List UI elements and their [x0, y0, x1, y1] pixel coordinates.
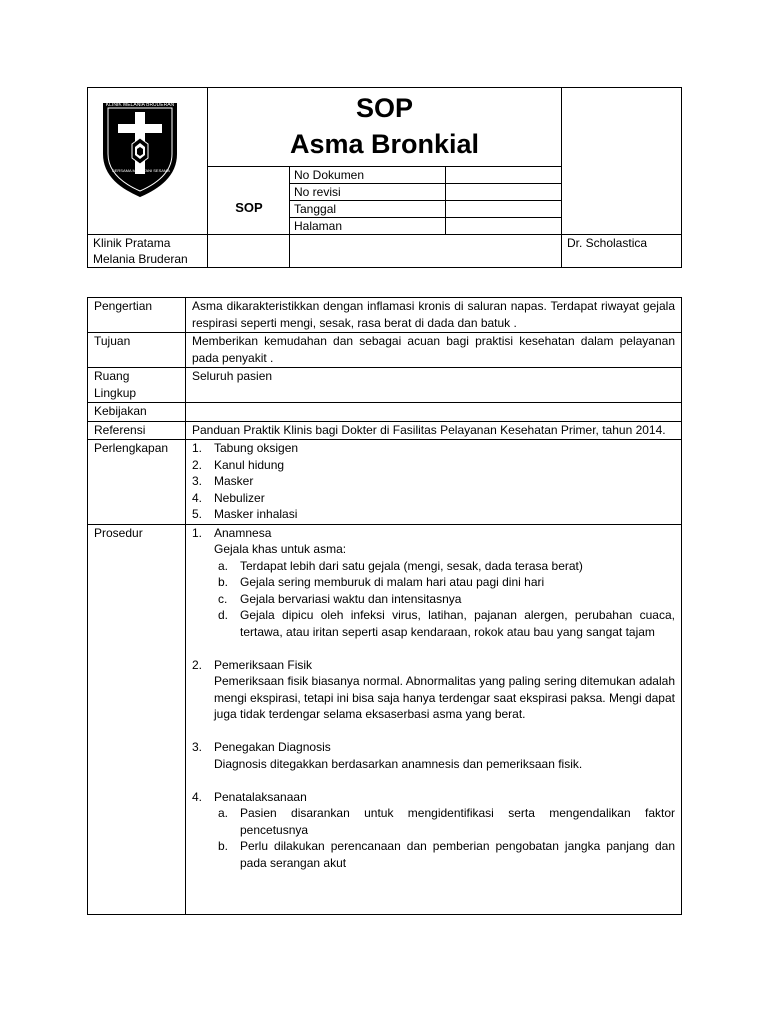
- section-title: Penegakan Diagnosis: [214, 740, 331, 754]
- row-label: Pengertian: [88, 298, 186, 333]
- kebijakan-text: [186, 403, 682, 422]
- field-no-revisi: No revisi: [294, 185, 341, 199]
- list-item: a. Terdapat lebih dari satu gejala (mengi, sesak, dada terasa berat): [218, 558, 583, 573]
- row-tujuan: [88, 333, 682, 368]
- section-pemeriksaan-fisik: 2. Pemeriksaan Fisik Pemeriksaan fisik biasanya normal. Abnormalitas yang paling sering ditemukan adalah mengi ekspirasi, tetapi ini bisa saja hanya terdengar saat ekspirasi paksa. Mengi dapat juga tidak terdengar selama eksaserbasi asma yang berat.: [192, 657, 675, 721]
- row-label-line1: Ruang: [94, 369, 130, 383]
- clinic-name-line1: Klinik Pratama: [93, 236, 171, 250]
- clinic-name-line2: Melania Bruderan: [93, 252, 188, 266]
- document-title-sop: SOP: [355, 93, 414, 123]
- pengertian-text: Asma dikarakteristikkan dengan inflamasi kronis di saluran napas. Terdapat riwayat gejala respirasi seperti mengi, sesak, rasa berat di dada dan batuk .: [186, 298, 682, 333]
- list-item: d. Gejala dipicu oleh infeksi virus, latihan, pajanan alergen, perubahan cuaca, tertawa, atau iritan seperti asap kendaraan, rokok atau bau yang sangat tajam: [218, 608, 675, 639]
- list-item: a. Pasien disarankan untuk mengidentifikasi serta mengendalikan faktor pencetusnya: [218, 806, 675, 837]
- row-label: [88, 368, 186, 403]
- doctor-name: Dr. Scholastica: [567, 236, 648, 250]
- section-title: Penatalaksanaan: [214, 789, 307, 804]
- list-item: b. Gejala sering memburuk di malam hari atau pagi dini hari: [218, 575, 545, 589]
- field-tanggal: Tanggal: [294, 202, 337, 216]
- list-item: 4. Nebulizer: [192, 490, 265, 505]
- field-no-dokumen: No Dokumen: [294, 168, 365, 182]
- section-title: Pemeriksaan Fisik: [214, 657, 313, 672]
- list-item: 1. Tabung oksigen: [192, 441, 299, 455]
- list-item: 5. Masker inhalasi: [192, 507, 298, 521]
- list-item: c. Gejala bervariasi waktu dan intensitasnya: [218, 591, 462, 606]
- prosedur-content: [186, 524, 682, 914]
- list-item: 3. Masker: [192, 474, 254, 488]
- tujuan-text: Memberikan kemudahan dan sebagai acuan bagi praktisi kesehatan dalam pelayanan pada penyakit .: [186, 333, 682, 368]
- sop-header-table: [87, 87, 682, 268]
- perlengkapan-list: [186, 440, 682, 525]
- row-prosedur: [88, 524, 682, 914]
- row-referensi: [88, 421, 682, 440]
- diagnosis-text: Diagnosis ditegakkan berdasarkan anamnesis dan pemeriksaan fisik.: [214, 756, 583, 771]
- row-label: Kebijakan: [88, 403, 186, 422]
- section-title: Anamnesa: [214, 525, 272, 540]
- section-penatalaksanaan: 4. Penatalaksanaan a. Pasien disarankan untuk mengidentifikasi serta mengendalikan faktor pencetusnya b. Perlu dilakukan perencanaan dan pemberian pengobatan jangka panjang dan pada serangan akut: [192, 789, 675, 870]
- sop-content-table: [87, 297, 682, 915]
- logo-text-top: KLINIK MELANIA BRUDERAN: [105, 102, 175, 108]
- clinic-shield-logo: [102, 102, 178, 198]
- ruang-text: Seluruh pasien: [186, 368, 682, 403]
- row-label: Referensi: [88, 421, 186, 440]
- section-penegakan-diagnosis: 3. Penegakan Diagnosis Diagnosis ditegakkan berdasarkan anamnesis dan pemeriksaan fisik.: [192, 739, 675, 772]
- fisik-text: Pemeriksaan fisik biasanya normal. Abnormalitas yang paling sering ditemukan adalah mengi ekspirasi, tetapi ini bisa saja hanya terdengar saat ekspirasi paksa. Mengi dapat juga tidak terdengar selama eksaserbasi asma yang berat.: [214, 674, 675, 721]
- logo-text-bottom: BERSAMA MELAYANI SESAMA: [112, 168, 170, 173]
- row-ruang-lingkup: [88, 368, 682, 403]
- anamnesa-intro: Gejala khas untuk asma:: [214, 542, 347, 556]
- row-label: Prosedur: [88, 524, 186, 914]
- list-item: 2. Kanul hidung: [192, 457, 285, 472]
- row-kebijakan: [88, 403, 682, 422]
- row-label: Tujuan: [88, 333, 186, 368]
- row-label: Perlengkapan: [88, 440, 186, 525]
- sop-label: SOP: [235, 200, 263, 215]
- field-halaman: Halaman: [294, 219, 343, 233]
- section-anamnesa: 1. Anamnesa Gejala khas untuk asma: a. Terdapat lebih dari satu gejala (mengi, sesak, dada terasa berat) b. Gejala sering memburuk di malam hari atau pagi dini hari c. Gejala bervariasi waktu dan intensitasnya d. Gejala dipicu oleh infeksi virus, latihan, pajanan alergen, perubahan cuaca, tertawa, atau iritan seperti asap kendaraan, rokok atau bau yang sangat tajam: [192, 525, 675, 639]
- row-perlengkapan: [88, 440, 682, 525]
- row-label-line2: Lingkup: [94, 385, 137, 400]
- referensi-text: Panduan Praktik Klinis bagi Dokter di Fasilitas Pelayanan Kesehatan Primer, tahun 2014.: [186, 421, 682, 440]
- row-pengertian: [88, 298, 682, 333]
- list-item: b. Perlu dilakukan perencanaan dan pemberian pengobatan jangka panjang dan pada serangan akut: [218, 839, 675, 870]
- document-title-asma: Asma Bronkial: [289, 129, 480, 159]
